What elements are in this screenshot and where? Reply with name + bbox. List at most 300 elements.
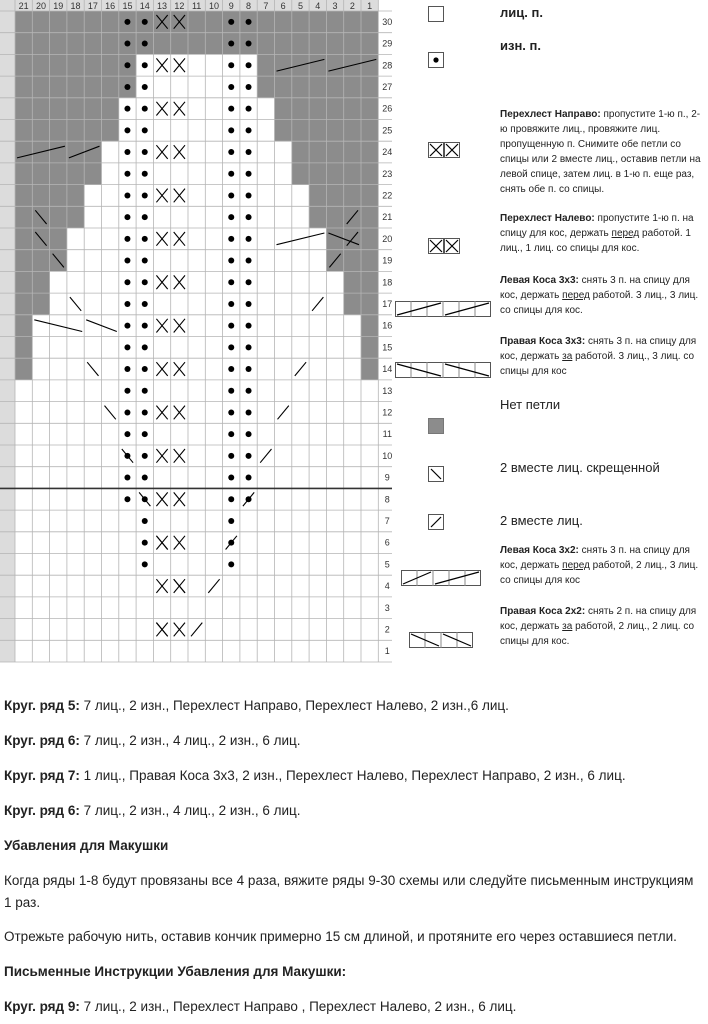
no-stitch-cell bbox=[361, 271, 378, 293]
stitch-cell bbox=[102, 250, 119, 272]
stitch-cell bbox=[326, 315, 343, 337]
stitch-cell bbox=[275, 597, 292, 619]
purl-dot bbox=[142, 106, 148, 112]
stitch-cell bbox=[326, 619, 343, 641]
purl-dot bbox=[246, 171, 252, 177]
column-number: 12 bbox=[174, 1, 185, 11]
stitch-cell bbox=[102, 423, 119, 445]
purl-dot bbox=[142, 344, 148, 350]
stitch-cell bbox=[240, 532, 257, 554]
no-stitch-cell bbox=[361, 315, 378, 337]
stitch-cell bbox=[15, 467, 32, 489]
stitch-cell bbox=[205, 423, 222, 445]
purl-dot bbox=[124, 127, 130, 133]
stitch-cell bbox=[205, 228, 222, 250]
stitch-cell bbox=[257, 554, 274, 576]
purl-dot bbox=[124, 409, 130, 415]
stitch-cell bbox=[344, 423, 361, 445]
no-stitch-cell bbox=[205, 11, 222, 33]
stitch-cell bbox=[171, 640, 188, 662]
no-stitch-cell bbox=[326, 206, 343, 228]
no-stitch-cell bbox=[50, 206, 67, 228]
no-stitch-cell bbox=[275, 11, 292, 33]
no-stitch-cell bbox=[309, 120, 326, 142]
no-stitch-cell bbox=[309, 33, 326, 55]
no-stitch-cell bbox=[344, 33, 361, 55]
stitch-cell bbox=[205, 293, 222, 315]
no-stitch-cell bbox=[361, 33, 378, 55]
stitch-cell bbox=[50, 532, 67, 554]
stitch-cell bbox=[102, 315, 119, 337]
purl-dot bbox=[124, 431, 130, 437]
no-stitch-cell bbox=[67, 163, 84, 185]
stitch-cell bbox=[205, 467, 222, 489]
purl-dot bbox=[246, 62, 252, 68]
stitch-cell bbox=[84, 445, 101, 467]
stitch-cell bbox=[344, 337, 361, 359]
no-stitch-cell bbox=[84, 141, 101, 163]
stitch-cell bbox=[15, 532, 32, 554]
purl-dot bbox=[228, 561, 234, 567]
row-number: 12 bbox=[382, 407, 392, 418]
stitch-cell bbox=[361, 488, 378, 510]
stitch-cell bbox=[84, 228, 101, 250]
stitch-cell bbox=[84, 597, 101, 619]
stitch-cell bbox=[50, 271, 67, 293]
row-number: 5 bbox=[384, 559, 390, 570]
stitch-cell bbox=[292, 467, 309, 489]
stitch-cell bbox=[275, 293, 292, 315]
round-7: Круг. ряд 7: 1 лиц., Правая Коса 3х3, 2 изн., Перехлест Налево, Перехлест Направо, 2 изн., 6 лиц. bbox=[4, 768, 626, 783]
no-stitch-cell bbox=[309, 54, 326, 76]
stitch-cell bbox=[32, 597, 49, 619]
no-stitch-cell bbox=[361, 11, 378, 33]
stitch-cell bbox=[292, 597, 309, 619]
stitch-cell bbox=[275, 445, 292, 467]
row-number: 24 bbox=[382, 147, 392, 158]
no-stitch-cell bbox=[361, 163, 378, 185]
purl-dot bbox=[228, 41, 234, 47]
stitch-cell bbox=[84, 315, 101, 337]
row-number: 9 bbox=[384, 472, 390, 483]
column-number: 1 bbox=[367, 1, 373, 11]
stitch-cell bbox=[153, 293, 170, 315]
stitch-cell bbox=[84, 488, 101, 510]
stitch-cell bbox=[292, 488, 309, 510]
knit-symbol bbox=[428, 6, 444, 27]
stitch-cell bbox=[292, 315, 309, 337]
stitch-cell bbox=[136, 640, 153, 662]
no-stitch-cell bbox=[84, 120, 101, 142]
no-stitch-cell bbox=[205, 33, 222, 55]
purl-dot bbox=[142, 453, 148, 459]
stitch-cell bbox=[84, 250, 101, 272]
no-stitch-symbol bbox=[428, 418, 444, 439]
stitch-cell bbox=[309, 597, 326, 619]
purl-dot bbox=[124, 62, 130, 68]
no-stitch-cell bbox=[32, 120, 49, 142]
stitch-cell bbox=[15, 488, 32, 510]
no-stitch-cell bbox=[67, 206, 84, 228]
stitch-cell bbox=[275, 358, 292, 380]
legend-knit: лиц. п. bbox=[500, 5, 543, 20]
stitch-cell bbox=[361, 467, 378, 489]
stitch-cell bbox=[119, 510, 136, 532]
paragraph-1: Когда ряды 1-8 будут провязаны все 4 раза, вяжите ряды 9-30 схемы или следуйте письменным инструкциям 1 раз. bbox=[4, 873, 694, 910]
legend-purl: изн. п. bbox=[500, 38, 541, 53]
purl-dot bbox=[228, 323, 234, 329]
purl-dot bbox=[124, 366, 130, 372]
no-stitch-cell bbox=[102, 54, 119, 76]
row-number: 10 bbox=[382, 450, 392, 461]
stitch-cell bbox=[50, 445, 67, 467]
purl-dot bbox=[246, 127, 252, 133]
stitch-cell bbox=[326, 358, 343, 380]
stitch-cell bbox=[171, 554, 188, 576]
purl-dot bbox=[142, 323, 148, 329]
purl-dot bbox=[246, 258, 252, 264]
stitch-cell bbox=[188, 250, 205, 272]
stitch-cell bbox=[153, 597, 170, 619]
purl-dot bbox=[246, 192, 252, 198]
stitch-cell bbox=[257, 250, 274, 272]
no-stitch-cell bbox=[361, 98, 378, 120]
stitch-cell bbox=[171, 206, 188, 228]
stitch-cell bbox=[205, 120, 222, 142]
stitch-cell bbox=[205, 619, 222, 641]
stitch-cell bbox=[67, 315, 84, 337]
no-stitch-cell bbox=[32, 250, 49, 272]
no-stitch-cell bbox=[309, 185, 326, 207]
column-number: 2 bbox=[349, 1, 355, 11]
stitch-cell bbox=[84, 423, 101, 445]
purl-dot bbox=[124, 41, 130, 47]
no-stitch-cell bbox=[344, 271, 361, 293]
no-stitch-cell bbox=[361, 185, 378, 207]
no-stitch-cell bbox=[275, 54, 292, 76]
stitch-cell bbox=[153, 76, 170, 98]
purl-dot bbox=[228, 409, 234, 415]
stitch-cell bbox=[205, 358, 222, 380]
stitch-cell bbox=[257, 532, 274, 554]
stitch-cell bbox=[205, 380, 222, 402]
stitch-cell bbox=[257, 228, 274, 250]
column-number: 6 bbox=[280, 1, 286, 11]
no-stitch-cell bbox=[361, 337, 378, 359]
no-stitch-cell bbox=[344, 11, 361, 33]
column-number: 14 bbox=[139, 1, 150, 11]
column-number: 5 bbox=[297, 1, 303, 11]
stitch-cell bbox=[257, 141, 274, 163]
k2tog-symbol bbox=[428, 514, 444, 535]
stitch-cell bbox=[326, 532, 343, 554]
purl-dot bbox=[142, 214, 148, 220]
no-stitch-cell bbox=[344, 293, 361, 315]
stitch-cell bbox=[102, 141, 119, 163]
stitch-cell bbox=[84, 402, 101, 424]
purl-dot bbox=[228, 236, 234, 242]
stitch-cell bbox=[50, 467, 67, 489]
stitch-cell bbox=[67, 488, 84, 510]
no-stitch-cell bbox=[67, 76, 84, 98]
no-stitch-cell bbox=[67, 120, 84, 142]
purl-dot bbox=[142, 171, 148, 177]
legend bbox=[395, 0, 708, 670]
stitch-cell bbox=[326, 640, 343, 662]
purl-dot bbox=[228, 106, 234, 112]
k2tog-tbl-symbol bbox=[428, 466, 444, 487]
purl-dot bbox=[124, 19, 130, 25]
stitch-cell bbox=[50, 619, 67, 641]
stitch-cell bbox=[309, 380, 326, 402]
stitch-cell bbox=[102, 575, 119, 597]
no-stitch-cell bbox=[15, 163, 32, 185]
no-stitch-cell bbox=[32, 54, 49, 76]
stitch-cell bbox=[84, 532, 101, 554]
no-stitch-cell bbox=[171, 33, 188, 55]
stitch-cell bbox=[102, 337, 119, 359]
stitch-cell bbox=[84, 271, 101, 293]
purl-dot bbox=[142, 475, 148, 481]
stitch-cell bbox=[188, 228, 205, 250]
stitch-cell bbox=[188, 185, 205, 207]
legend-cable-right-2x2: Правая Коса 2х2: снять 2 п. на спицу для кос, держать за работой, 2 лиц., 2 лиц. со спицы для кос. bbox=[500, 606, 697, 647]
stitch-cell bbox=[32, 510, 49, 532]
stitch-cell bbox=[275, 250, 292, 272]
stitch-cell bbox=[32, 640, 49, 662]
no-stitch-cell bbox=[50, 185, 67, 207]
purl-dot bbox=[142, 518, 148, 524]
no-stitch-cell bbox=[275, 76, 292, 98]
stitch-cell bbox=[188, 402, 205, 424]
stitch-cell bbox=[171, 423, 188, 445]
stitch-cell bbox=[102, 206, 119, 228]
purl-dot bbox=[124, 236, 130, 242]
purl-dot bbox=[246, 344, 252, 350]
stitch-cell bbox=[153, 163, 170, 185]
no-stitch-cell bbox=[257, 76, 274, 98]
stitch-cell bbox=[344, 597, 361, 619]
stitch-cell bbox=[188, 76, 205, 98]
no-stitch-cell bbox=[32, 185, 49, 207]
stitch-cell bbox=[257, 423, 274, 445]
stitch-cell bbox=[67, 337, 84, 359]
no-stitch-cell bbox=[309, 141, 326, 163]
stitch-cell bbox=[119, 554, 136, 576]
no-stitch-cell bbox=[309, 163, 326, 185]
purl-dot bbox=[124, 192, 130, 198]
stitch-cell bbox=[171, 163, 188, 185]
no-stitch-cell bbox=[292, 33, 309, 55]
purl-dot bbox=[124, 279, 130, 285]
stitch-cell bbox=[292, 380, 309, 402]
stitch-cell bbox=[309, 315, 326, 337]
stitch-cell bbox=[326, 402, 343, 424]
stitch-cell bbox=[292, 337, 309, 359]
purl-dot bbox=[228, 192, 234, 198]
purl-dot bbox=[228, 19, 234, 25]
purl-dot bbox=[124, 214, 130, 220]
stitch-cell bbox=[188, 597, 205, 619]
purl-symbol bbox=[428, 52, 444, 73]
stitch-cell bbox=[67, 250, 84, 272]
stitch-cell bbox=[171, 467, 188, 489]
stitch-cell bbox=[188, 271, 205, 293]
no-stitch-cell bbox=[15, 337, 32, 359]
purl-dot bbox=[142, 279, 148, 285]
written-instructions-title: Письменные Инструкции Убавления для Макушки: bbox=[4, 964, 347, 979]
purl-dot bbox=[228, 475, 234, 481]
purl-dot bbox=[142, 258, 148, 264]
no-stitch-cell bbox=[67, 11, 84, 33]
stitch-cell bbox=[361, 554, 378, 576]
stitch-cell bbox=[32, 423, 49, 445]
column-number: 4 bbox=[315, 1, 321, 11]
stitch-cell bbox=[188, 640, 205, 662]
purl-dot bbox=[246, 106, 252, 112]
no-stitch-cell bbox=[326, 141, 343, 163]
stitch-cell bbox=[309, 488, 326, 510]
no-stitch-cell bbox=[67, 33, 84, 55]
column-number: 9 bbox=[228, 1, 234, 11]
stitch-cell bbox=[344, 488, 361, 510]
no-stitch-cell bbox=[361, 206, 378, 228]
stitch-cell bbox=[102, 510, 119, 532]
stitch-cell bbox=[15, 402, 32, 424]
stitch-cell bbox=[119, 532, 136, 554]
no-stitch-cell bbox=[50, 76, 67, 98]
stitch-cell bbox=[32, 402, 49, 424]
stitch-cell bbox=[188, 54, 205, 76]
stitch-cell bbox=[205, 185, 222, 207]
stitch-cell bbox=[136, 575, 153, 597]
purl-dot bbox=[246, 366, 252, 372]
purl-dot bbox=[246, 279, 252, 285]
stitch-cell bbox=[102, 619, 119, 641]
stitch-cell bbox=[84, 619, 101, 641]
row-number: 2 bbox=[384, 624, 390, 635]
stitch-cell bbox=[50, 380, 67, 402]
stitch-cell bbox=[344, 510, 361, 532]
column-number: 3 bbox=[332, 1, 338, 11]
stitch-cell bbox=[257, 185, 274, 207]
stitch-cell bbox=[205, 337, 222, 359]
stitch-cell bbox=[240, 597, 257, 619]
stitch-cell bbox=[275, 163, 292, 185]
no-stitch-cell bbox=[361, 250, 378, 272]
stitch-cell bbox=[326, 575, 343, 597]
no-stitch-cell bbox=[50, 33, 67, 55]
no-stitch-cell bbox=[344, 163, 361, 185]
no-stitch-cell bbox=[361, 293, 378, 315]
cable-left-3x3-symbol bbox=[395, 301, 491, 322]
stitch-cell bbox=[361, 597, 378, 619]
stitch-cell bbox=[223, 575, 240, 597]
stitch-cell bbox=[205, 315, 222, 337]
purl-dot bbox=[246, 475, 252, 481]
purl-dot bbox=[246, 19, 252, 25]
stitch-cell bbox=[67, 358, 84, 380]
column-number: 17 bbox=[87, 1, 98, 11]
no-stitch-cell bbox=[15, 315, 32, 337]
no-stitch-cell bbox=[67, 98, 84, 120]
no-stitch-cell bbox=[275, 33, 292, 55]
stitch-cell bbox=[275, 467, 292, 489]
stitch-cell bbox=[102, 293, 119, 315]
stitch-cell bbox=[275, 488, 292, 510]
stitch-cell bbox=[344, 402, 361, 424]
stitch-cell bbox=[67, 575, 84, 597]
stitch-cell bbox=[102, 467, 119, 489]
stitch-cell bbox=[102, 228, 119, 250]
stitch-cell bbox=[326, 510, 343, 532]
no-stitch-cell bbox=[361, 76, 378, 98]
stitch-cell bbox=[275, 640, 292, 662]
stitch-cell bbox=[309, 619, 326, 641]
no-stitch-cell bbox=[67, 54, 84, 76]
stitch-cell bbox=[275, 228, 292, 250]
stitch-cell bbox=[205, 141, 222, 163]
stitch-cell bbox=[275, 271, 292, 293]
stitch-cell bbox=[15, 597, 32, 619]
stitch-cell bbox=[84, 554, 101, 576]
no-stitch-cell bbox=[292, 120, 309, 142]
legend-cable-right-3x3: Правая Коса 3х3: снять 3 п. на спицу для кос, держать за работой. 3 лиц., 3 лиц. со спицы для кос bbox=[500, 336, 697, 377]
stitch-cell bbox=[292, 206, 309, 228]
paragraph-2: Отрежьте рабочую нить, оставив кончик примерно 15 см длиной, и протяните его через оставшиеся петли. bbox=[4, 929, 677, 944]
stitch-cell bbox=[257, 510, 274, 532]
stitch-cell bbox=[292, 271, 309, 293]
stitch-cell bbox=[361, 445, 378, 467]
purl-dot bbox=[124, 171, 130, 177]
stitch-cell bbox=[50, 510, 67, 532]
stitch-cell bbox=[361, 402, 378, 424]
stitch-cell bbox=[240, 640, 257, 662]
stitch-cell bbox=[188, 163, 205, 185]
purl-dot bbox=[228, 388, 234, 394]
stitch-cell bbox=[344, 532, 361, 554]
no-stitch-cell bbox=[153, 33, 170, 55]
stitch-cell bbox=[205, 554, 222, 576]
column-number: 21 bbox=[18, 1, 29, 11]
stitch-cell bbox=[50, 575, 67, 597]
no-stitch-cell bbox=[102, 11, 119, 33]
stitch-cell bbox=[188, 358, 205, 380]
purl-dot bbox=[124, 106, 130, 112]
stitch-cell bbox=[326, 380, 343, 402]
row-number: 7 bbox=[384, 515, 390, 526]
stitch-cell bbox=[188, 141, 205, 163]
round-5: Круг. ряд 5: 7 лиц., 2 изн., Перехлест Направо, Перехлест Налево, 2 изн.,6 лиц. bbox=[4, 698, 509, 713]
stitch-cell bbox=[15, 423, 32, 445]
stitch-cell bbox=[102, 640, 119, 662]
stitch-cell bbox=[15, 554, 32, 576]
purl-dot bbox=[228, 62, 234, 68]
row-number: 3 bbox=[384, 602, 390, 613]
row-number: 30 bbox=[382, 16, 392, 27]
row-number: 19 bbox=[382, 255, 392, 266]
stitch-cell bbox=[257, 293, 274, 315]
stitch-cell bbox=[326, 271, 343, 293]
stitch-cell bbox=[15, 445, 32, 467]
stitch-cell bbox=[205, 163, 222, 185]
stitch-cell bbox=[257, 163, 274, 185]
stitch-cell bbox=[188, 120, 205, 142]
knitting-chart bbox=[0, 0, 392, 664]
stitch-cell bbox=[344, 575, 361, 597]
stitch-cell bbox=[292, 423, 309, 445]
stitch-cell bbox=[257, 358, 274, 380]
